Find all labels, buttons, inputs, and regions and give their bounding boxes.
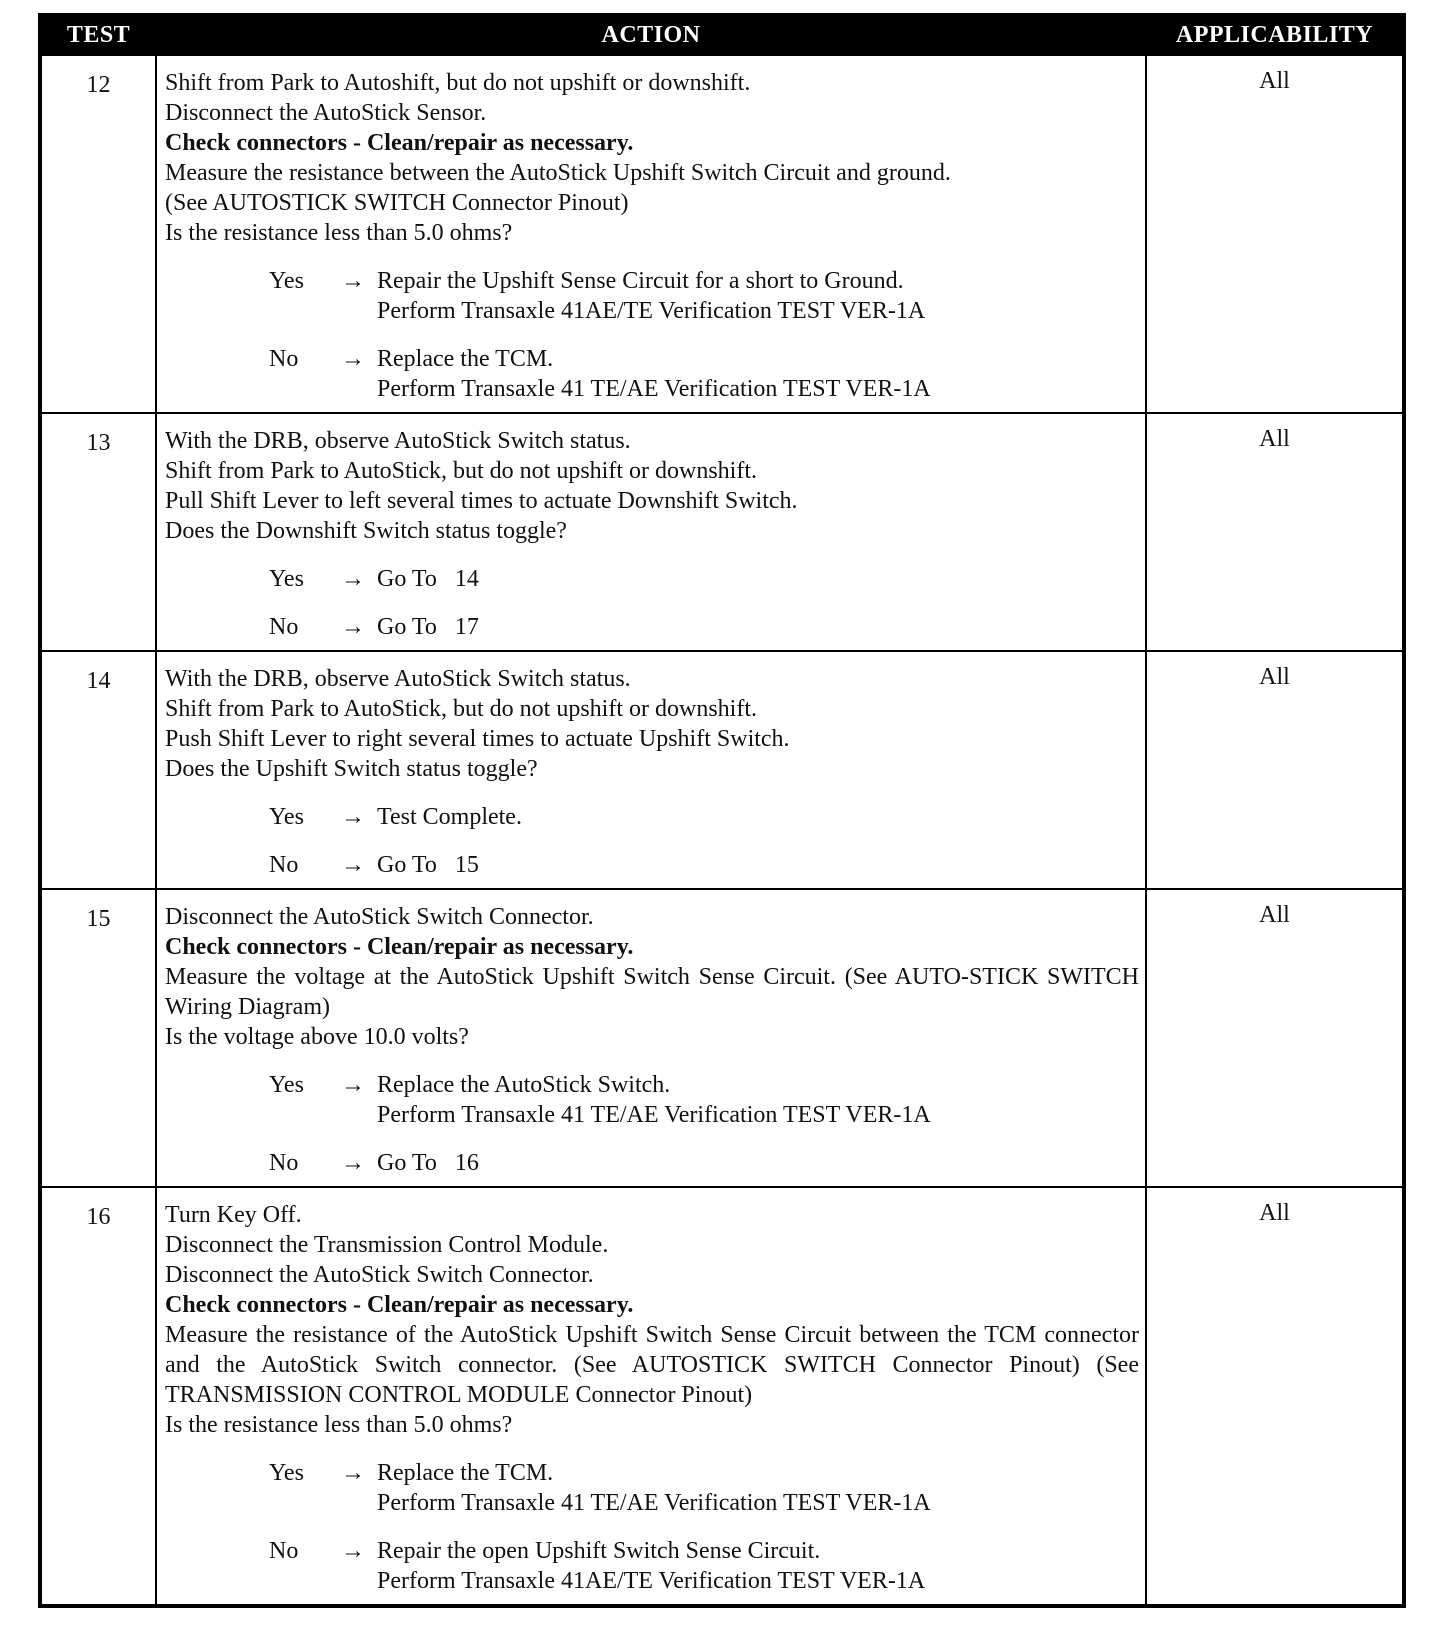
answer-label: No	[269, 1150, 299, 1176]
arrow-right-icon: →	[341, 566, 365, 592]
result-no	[269, 344, 1139, 404]
result-no	[269, 1536, 1139, 1596]
arrow-right-icon: →	[341, 1538, 365, 1564]
answer-label: No	[269, 852, 299, 878]
result-action-line: Replace the TCM.	[377, 1460, 554, 1486]
answer-label: No	[269, 346, 299, 372]
result-action-line: Go To 16	[377, 1150, 479, 1176]
test-number: 15	[40, 889, 156, 1187]
instruction-line: Disconnect the AutoStick Switch Connector.	[165, 904, 594, 930]
result-yes	[269, 802, 1139, 832]
table-row	[40, 651, 1404, 889]
result-actions	[377, 1148, 1139, 1178]
result-actions	[377, 266, 1139, 326]
answer-label: Yes	[269, 1460, 304, 1486]
action-cell	[156, 1187, 1146, 1606]
instruction-line: Does the Upshift Switch status toggle?	[165, 756, 538, 782]
arrow-right-icon: →	[341, 268, 365, 294]
result-action-line: Repair the Upshift Sense Circuit for a short to Ground.	[377, 268, 904, 294]
arrow-right-icon: →	[341, 614, 365, 640]
result-yes	[269, 1070, 1139, 1130]
result-yes	[269, 564, 1139, 594]
arrow-right-icon: →	[341, 1460, 365, 1486]
applicability-cell: All	[1146, 889, 1404, 1187]
instruction-line: Is the voltage above 10.0 volts?	[165, 1024, 469, 1050]
instruction-line: Is the resistance less than 5.0 ohms?	[165, 1412, 513, 1438]
answer-label: No	[269, 1538, 299, 1564]
test-number: 12	[40, 55, 156, 413]
instruction-line: Does the Downshift Switch status toggle?	[165, 518, 567, 544]
table-row	[40, 889, 1404, 1187]
answer-label: No	[269, 614, 299, 640]
table-row	[40, 1187, 1404, 1606]
instruction-line: Measure the resistance of the AutoStick Upshift Switch Sense Circuit between the TCM connector and the AutoStick Switch connector. (See AUTOSTICK SWITCH Connector Pinout) (See TRANSMISSION CONTROL MODULE Connector Pinout)	[165, 1322, 1139, 1408]
header-test: TEST	[40, 15, 156, 55]
instruction-line: Shift from Park to AutoStick, but do not upshift or downshift.	[165, 458, 757, 484]
action-cell	[156, 55, 1146, 413]
result-actions	[377, 1458, 1139, 1518]
instruction-bold: Check connectors - Clean/repair as necessary.	[165, 934, 634, 960]
arrow-right-icon: →	[341, 1072, 365, 1098]
result-action-line: Go To 15	[377, 852, 479, 878]
result-action-line: Replace the TCM.	[377, 346, 554, 372]
table-row	[40, 413, 1404, 651]
answer-label: Yes	[269, 566, 304, 592]
result-actions	[377, 1070, 1139, 1130]
applicability-cell: All	[1146, 1187, 1404, 1606]
arrow-right-icon: →	[341, 1150, 365, 1176]
test-number: 14	[40, 651, 156, 889]
answer-label: Yes	[269, 804, 304, 830]
instruction-line: Pull Shift Lever to left several times to actuate Downshift Switch.	[165, 488, 798, 514]
result-action-line: Perform Transaxle 41 TE/AE Verification TEST VER-1A	[377, 1490, 931, 1516]
action-cell	[156, 651, 1146, 889]
header-row	[40, 15, 1404, 55]
applicability-cell: All	[1146, 413, 1404, 651]
result-no	[269, 850, 1139, 880]
instruction-line: (See AUTOSTICK SWITCH Connector Pinout)	[165, 190, 629, 216]
instruction-line: Turn Key Off.	[165, 1202, 302, 1228]
action-cell	[156, 413, 1146, 651]
header-action: ACTION	[156, 15, 1146, 55]
test-number: 16	[40, 1187, 156, 1606]
applicability-cell: All	[1146, 55, 1404, 413]
result-action-line: Repair the open Upshift Switch Sense Circuit.	[377, 1538, 821, 1564]
action-cell	[156, 889, 1146, 1187]
result-yes	[269, 266, 1139, 326]
result-action-line: Perform Transaxle 41 TE/AE Verification TEST VER-1A	[377, 376, 931, 402]
result-actions	[377, 1536, 1139, 1596]
answer-label: Yes	[269, 268, 304, 294]
instruction-line: Disconnect the AutoStick Sensor.	[165, 100, 487, 126]
result-actions	[377, 850, 1139, 880]
result-no	[269, 612, 1139, 642]
instruction-line: With the DRB, observe AutoStick Switch status.	[165, 666, 631, 692]
result-action-line: Perform Transaxle 41 TE/AE Verification TEST VER-1A	[377, 1102, 931, 1128]
result-actions	[377, 564, 1139, 594]
instruction-line: Is the resistance less than 5.0 ohms?	[165, 220, 513, 246]
answer-label: Yes	[269, 1072, 304, 1098]
instruction-line: Disconnect the Transmission Control Module.	[165, 1232, 609, 1258]
header-applicability: APPLICABILITY	[1146, 15, 1404, 55]
result-actions	[377, 802, 1139, 832]
result-action-line: Replace the AutoStick Switch.	[377, 1072, 671, 1098]
instruction-line: Push Shift Lever to right several times to actuate Upshift Switch.	[165, 726, 790, 752]
instruction-line: Measure the resistance between the AutoStick Upshift Switch Circuit and ground.	[165, 160, 951, 186]
result-action-line: Perform Transaxle 41AE/TE Verification TEST VER-1A	[377, 1568, 926, 1594]
diagnostic-table	[38, 13, 1406, 1608]
instruction-bold: Check connectors - Clean/repair as necessary.	[165, 1292, 634, 1318]
instruction-line: Measure the voltage at the AutoStick Upshift Switch Sense Circuit. (See AUTO-STICK SWITCH Wiring Diagram)	[165, 964, 1139, 1020]
instruction-line: Shift from Park to Autoshift, but do not upshift or downshift.	[165, 70, 751, 96]
arrow-right-icon: →	[341, 804, 365, 830]
arrow-right-icon: →	[341, 852, 365, 878]
instruction-bold: Check connectors - Clean/repair as necessary.	[165, 130, 634, 156]
result-yes	[269, 1458, 1139, 1518]
result-no	[269, 1148, 1139, 1178]
result-action-line: Perform Transaxle 41AE/TE Verification TEST VER-1A	[377, 298, 926, 324]
result-actions	[377, 612, 1139, 642]
applicability-cell: All	[1146, 651, 1404, 889]
result-action-line: Go To 14	[377, 566, 479, 592]
result-action-line: Go To 17	[377, 614, 479, 640]
instruction-line: Disconnect the AutoStick Switch Connector.	[165, 1262, 594, 1288]
result-action-line: Test Complete.	[377, 804, 522, 830]
table-row	[40, 55, 1404, 413]
test-number: 13	[40, 413, 156, 651]
arrow-right-icon: →	[341, 346, 365, 372]
instruction-line: Shift from Park to AutoStick, but do not upshift or downshift.	[165, 696, 757, 722]
instruction-line: With the DRB, observe AutoStick Switch status.	[165, 428, 631, 454]
result-actions	[377, 344, 1139, 404]
